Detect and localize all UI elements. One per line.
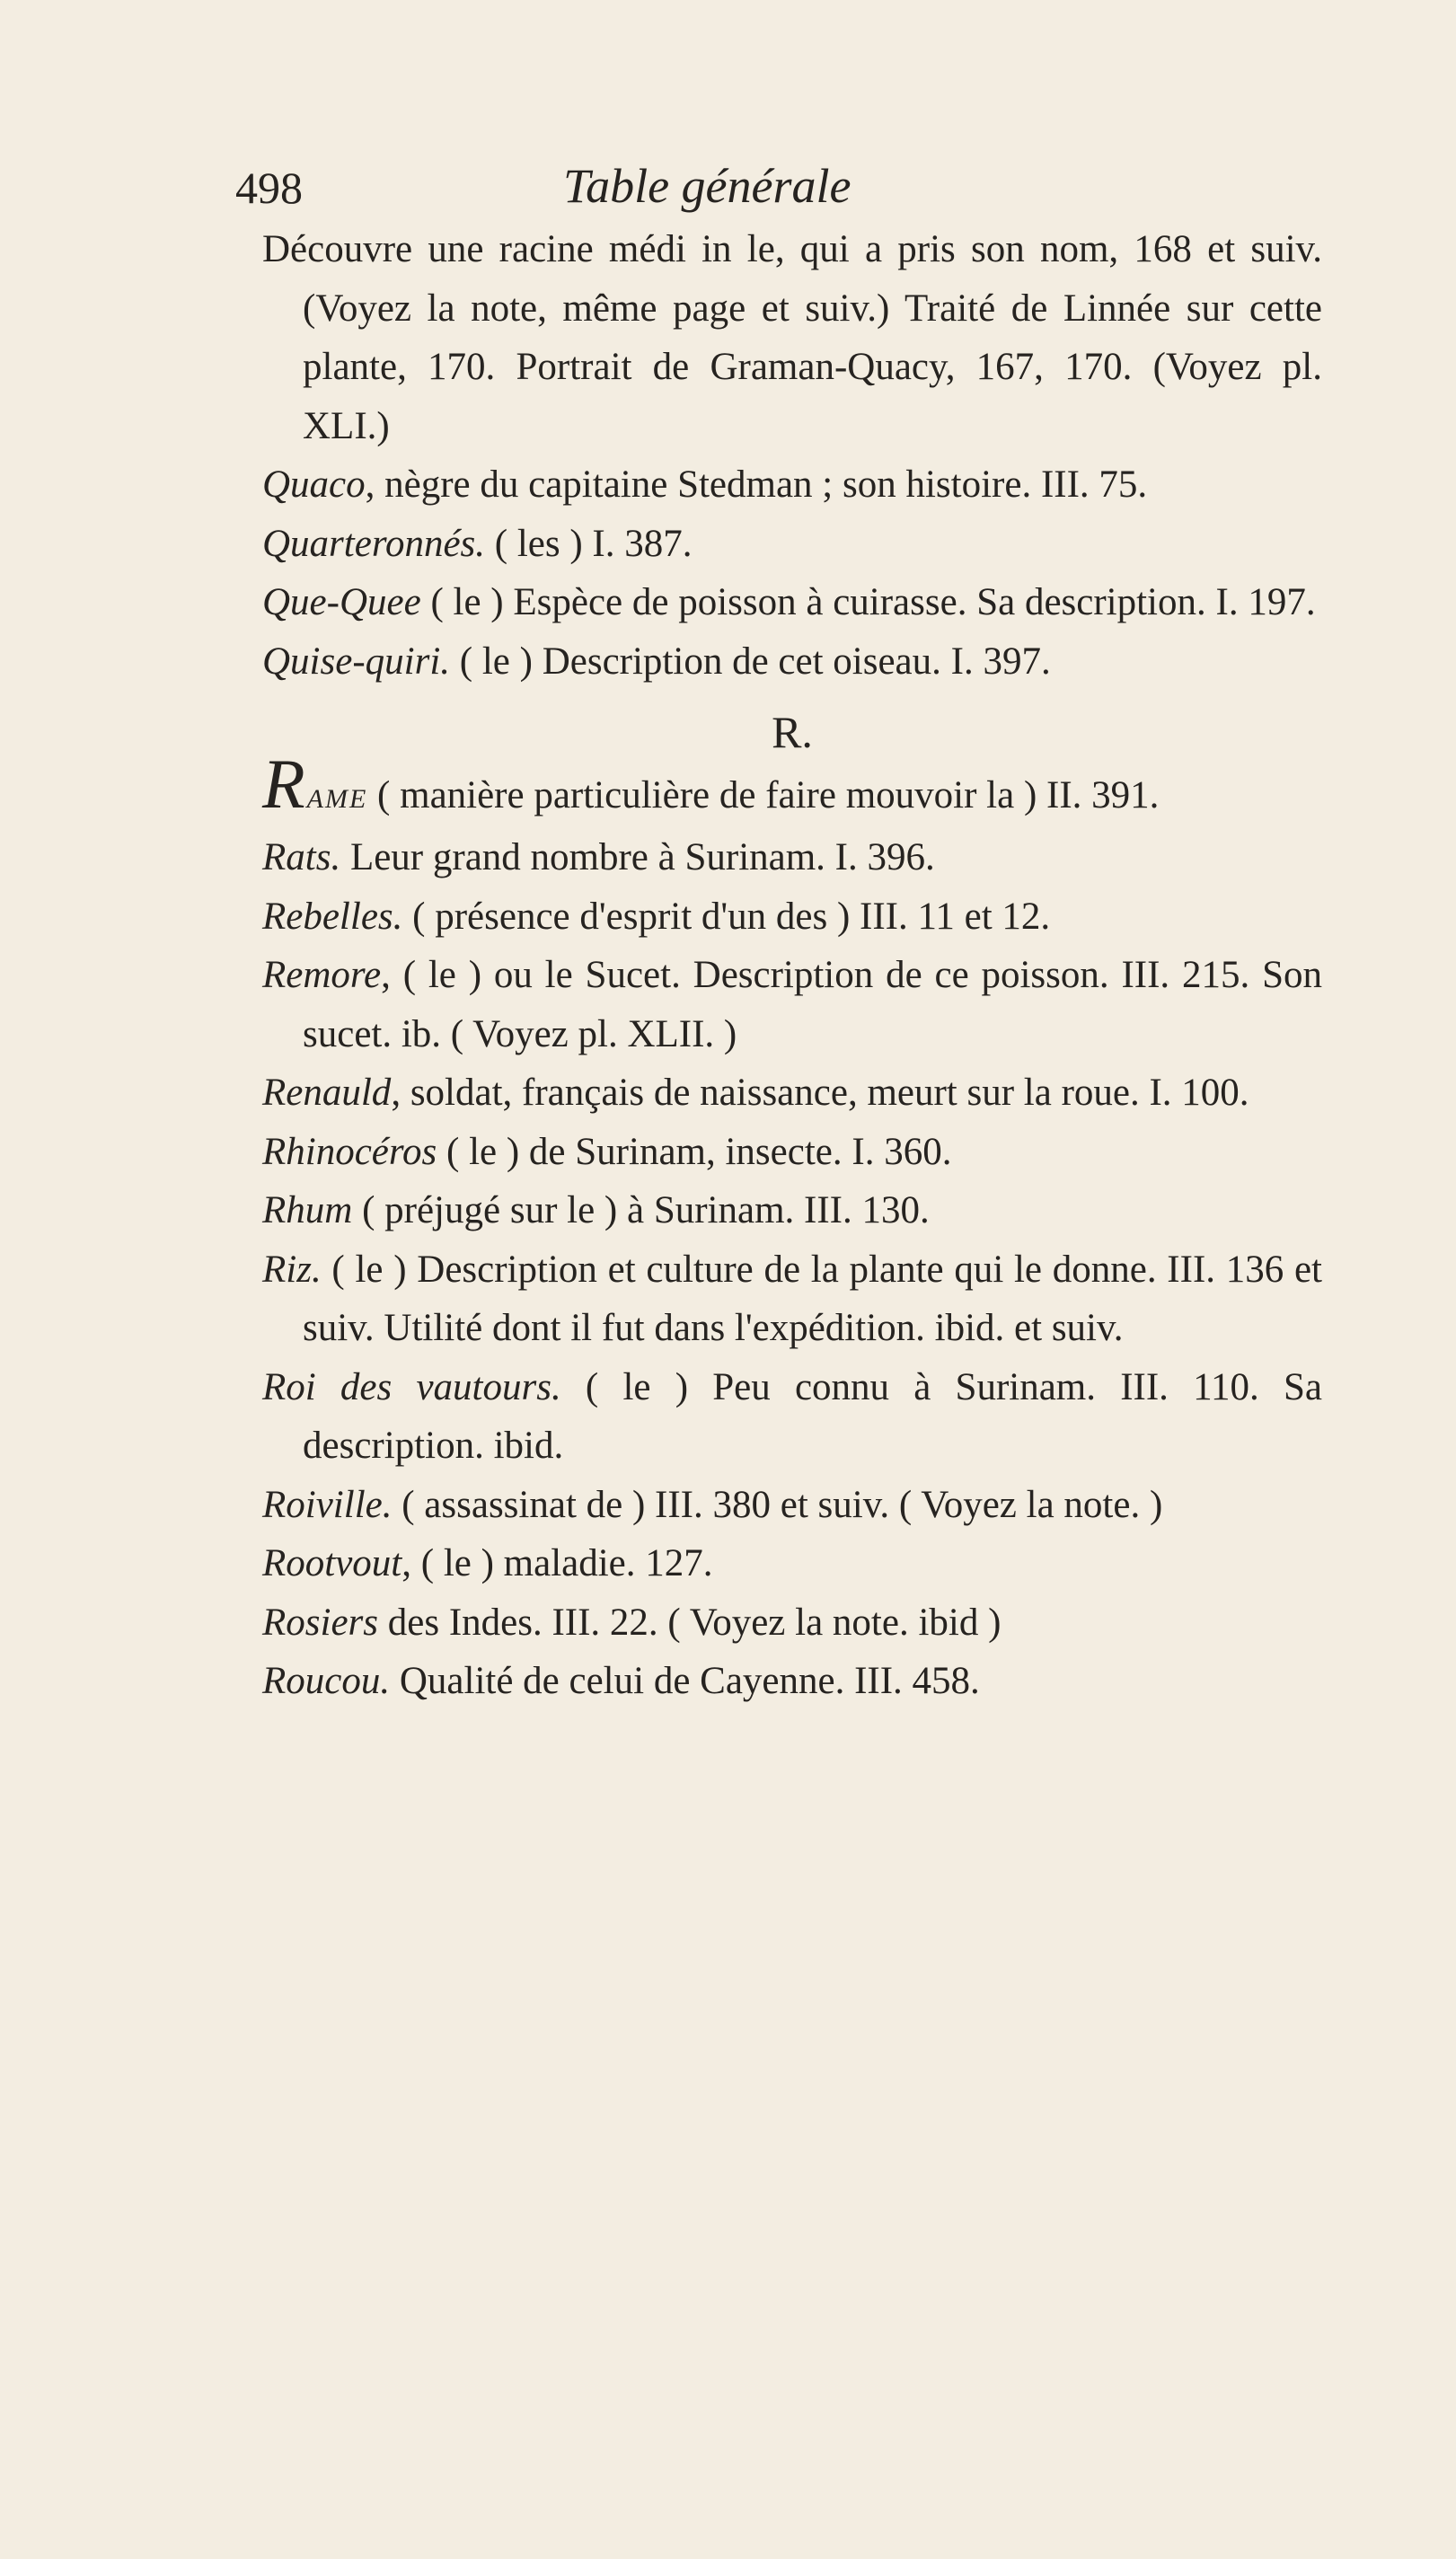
running-title: Table générale xyxy=(563,159,852,213)
index-entry: Rebelles. ( présence d'esprit d'un des ) III. 11 et 12. xyxy=(262,895,1051,938)
drop-cap: R xyxy=(262,744,305,823)
index-entry: Quarteronnés. ( les ) I. 387. xyxy=(262,522,693,565)
index-entry: Rats. Leur grand nombre à Surinam. I. 396. xyxy=(262,836,935,878)
index-entry: Remore, ( le ) ou le Sucet. Description de ce poisson. III. 215. Son sucet. ib. ( Voyez pl. XLII. ) xyxy=(262,954,1322,1055)
index-entry-rame: RAME ( manière particulière de faire mouvoir la ) II. 391. xyxy=(262,744,1160,823)
index-entry: Roucou. Qualité de celui de Cayenne. III. 458. xyxy=(262,1660,980,1702)
index-entry: Quaco, nègre du capitaine Stedman ; son histoire. III. 75. xyxy=(262,463,1148,506)
index-entry: Roi des vautours. ( le ) Peu connu à Surinam. III. 110. Sa description. ibid. xyxy=(262,1365,1322,1467)
index-entry: Riz. ( le ) Description et culture de la plante qui le donne. III. 136 et suiv. Utilité dont il fut dans l'expédition. ibid. et suiv. xyxy=(262,1248,1322,1349)
index-entry: Rootvout, ( le ) maladie. 127. xyxy=(262,1542,713,1584)
index-entry: Quise-quiri. ( le ) Description de cet oiseau. I. 397. xyxy=(262,640,1051,683)
index-entry: Roiville. ( assassinat de ) III. 380 et suiv. ( Voyez la note. ) xyxy=(262,1483,1163,1526)
index-entry: Que-Quee ( le ) Espèce de poisson à cuirasse. Sa description. I. 197. xyxy=(262,581,1316,623)
page-number: 498 xyxy=(235,163,303,213)
section-letter: R. xyxy=(772,707,813,757)
index-entry-continuation: Découvre une racine médi in le, qui a pris son nom, 168 et suiv. (Voyez la note, même page et suiv.) Traité de Linnée sur cette plante, 170. Portrait de Graman-Quacy, 167, 170. (Voyez pl. XLI.) xyxy=(262,228,1322,447)
index-body xyxy=(262,220,1322,1711)
index-entry: Rhum ( préjugé sur le ) à Surinam. III. 130. xyxy=(262,1189,930,1231)
index-entry: Rhinocéros ( le ) de Surinam, insecte. I. 360. xyxy=(262,1130,952,1173)
index-entry: Renauld, soldat, français de naissance, meurt sur la roue. I. 100. xyxy=(262,1072,1249,1114)
index-entry: Rosiers des Indes. III. 22. ( Voyez la note. ibid ) xyxy=(262,1601,1002,1644)
page-header xyxy=(235,159,1221,225)
